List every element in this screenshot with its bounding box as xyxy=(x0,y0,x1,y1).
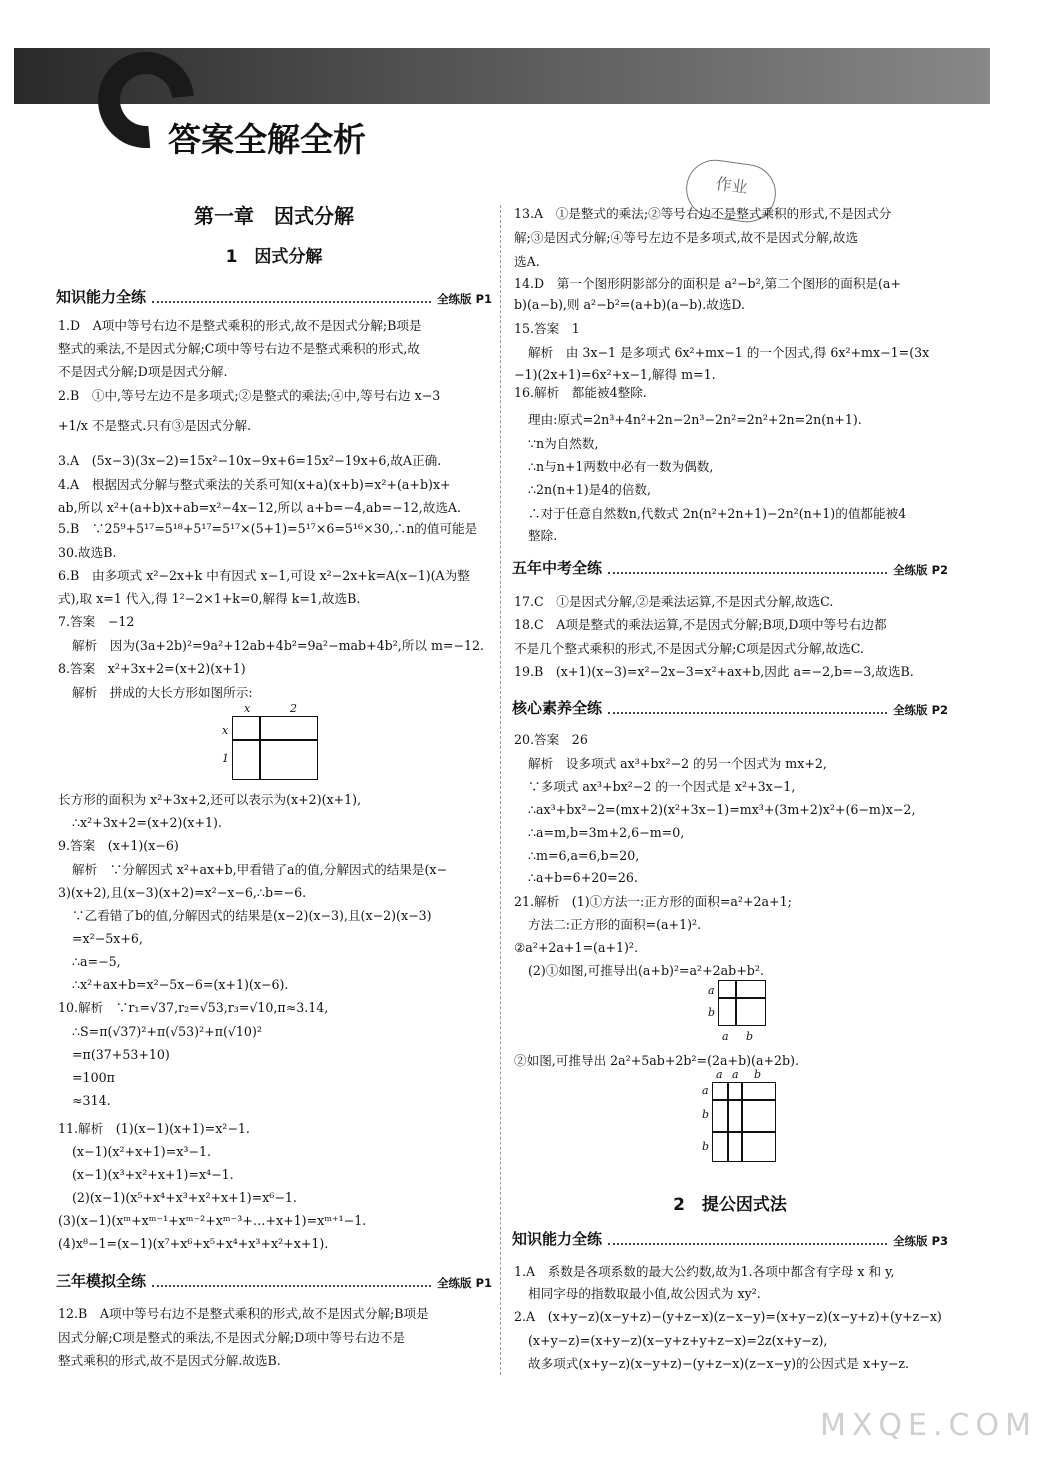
figure-label: 1 xyxy=(222,752,229,765)
figure-label: a xyxy=(732,1068,739,1081)
figure-label: b xyxy=(702,1140,710,1153)
chapter-title: 第一章 因式分解 xyxy=(194,204,354,228)
figure-label: a xyxy=(702,1084,709,1097)
answer-line: 故多项式(x+y−z)(x−y+z)−(y+z−x)(z−x−y)的公因式是 x+y−z. xyxy=(528,1356,909,1371)
answer-line: b)(a−b),则 a²−b²=(a+b)(a−b).故选D. xyxy=(514,297,746,312)
answer-line: 式),取 x=1 代入,得 1²−2×1+k=0,解得 k=1,故选B. xyxy=(58,591,361,606)
answer-line: 15.答案 1 xyxy=(514,321,580,336)
answer-line: −1)(2x+1)=6x²+x−1,解得 m=1. xyxy=(514,367,716,382)
answer-line: 解;③是因式分解;④等号左边不是多项式,故不是因式分解,故选 xyxy=(514,230,858,245)
figure-label: a xyxy=(716,1068,723,1081)
watermark: MXQE.COM xyxy=(820,1408,1037,1443)
figure-label: 2 xyxy=(290,702,297,715)
figure-label: b xyxy=(754,1068,762,1081)
homework-stamp: 作业 xyxy=(682,156,779,226)
figure-label: a xyxy=(708,984,715,997)
answer-line: ∴a+b=6+20=26. xyxy=(528,870,638,885)
section-header xyxy=(512,697,948,718)
figure-label: x xyxy=(222,724,229,737)
answer-line: 9.答案 (x+1)(x−6) xyxy=(58,838,179,853)
answer-line: 7.答案 −12 xyxy=(58,614,135,629)
answer-line: 不是几个整式乘积的形式,不是因式分解;C项是因式分解,故选C. xyxy=(514,641,864,656)
answer-line: 解析 ∵分解因式 x²+ax+b,甲看错了a的值,分解因式的结果是(x− xyxy=(72,862,448,877)
answer-line: 相同字母的指数取最小值,故公因式为 xy². xyxy=(528,1286,761,1301)
answer-line: 整式的乘法,不是因式分解;C项中等号右边不是整式乘积的形式,故 xyxy=(58,341,420,356)
answer-line: =x²−5x+6, xyxy=(72,931,143,946)
section-name: 核心素养全练 xyxy=(512,699,603,717)
answer-line: 11.解析 (1)(x−1)(x+1)=x²−1. xyxy=(58,1121,250,1136)
answer-line: ∴a=m,b=3m+2,6−m=0, xyxy=(528,825,685,840)
answer-line: 因式分解;C项是整式的乘法,不是因式分解;D项中等号右边不是 xyxy=(58,1330,406,1345)
answer-line: (x−1)(x³+x²+x+1)=x⁴−1. xyxy=(72,1167,234,1182)
lesson-title-2: 2 提公因式法 xyxy=(673,1195,787,1215)
lesson-title-1: 1 因式分解 xyxy=(225,247,323,267)
answer-line: (x+y−z)=(x+y−z)(x−y+z+y+z−x)=2z(x+y−z), xyxy=(528,1333,828,1348)
answer-line: ∴2n(n+1)是4的倍数, xyxy=(528,482,652,497)
answer-line: 30.故选B. xyxy=(58,545,117,560)
answer-line: 8.答案 x²+3x+2=(x+2)(x+1) xyxy=(58,661,246,676)
rectangle-figure-q8 xyxy=(232,716,318,780)
section-name: 五年中考全练 xyxy=(512,559,603,577)
answer-line: 2.A (x+y−z)(x−y+z)−(y+z−x)(z−x−y)=(x+y−z)(x−y+z)+(y+z−x) xyxy=(514,1309,942,1324)
answer-line: ∵n为自然数, xyxy=(528,436,599,451)
answer-line: 5.B ∵25⁹+5¹⁷=5¹⁸+5¹⁷=5¹⁷×(5+1)=5¹⁷×6=5¹⁶×30,∴n的值可能是 xyxy=(58,521,478,536)
answer-line: (2)(x−1)(x⁵+x⁴+x³+x²+x+1)=x⁶−1. xyxy=(72,1190,297,1205)
section-page: 全练版 P2 xyxy=(893,563,948,577)
answer-line: =π(37+53+10) xyxy=(72,1047,170,1062)
answer-line: ∵多项式 ax³+bx²−2 的一个因式是 x²+3x−1, xyxy=(528,779,796,794)
figure-label: b xyxy=(702,1108,710,1121)
answer-line: 整式乘积的形式,故不是因式分解.故选B. xyxy=(58,1353,281,1368)
answer-line: =100π xyxy=(72,1070,115,1085)
section-page: 全练版 P1 xyxy=(437,292,492,306)
answer-line: (3)(x−1)(xᵐ+xᵐ⁻¹+xᵐ⁻²+xᵐ⁻³+…+x+1)=xᵐ⁺¹−1. xyxy=(58,1213,367,1228)
answer-line: 解析 拼成的大长方形如图所示: xyxy=(72,685,253,700)
answer-line: 4.A 根据因式分解与整式乘法的关系可知(x+a)(x+b)=x²+(a+b)x+ xyxy=(58,477,451,492)
answer-line: ∴S=π(√37)²+π(√53)²+π(√10)² xyxy=(72,1024,262,1039)
answer-line: ∵乙看错了b的值,分解因式的结果是(x−2)(x−3),且(x−2)(x−3) xyxy=(72,908,432,923)
section-name: 知识能力全练 xyxy=(56,288,147,306)
answer-line: 2.B ①中,等号左边不是多项式;②是整式的乘法;④中,等号右边 x−3 xyxy=(58,388,441,403)
section-header xyxy=(56,1270,492,1291)
answer-line: 整除. xyxy=(528,528,558,543)
answer-line: (2)①如图,可推导出(a+b)²=a²+2ab+b². xyxy=(528,963,764,978)
answer-line: ∴n与n+1两数中必有一数为偶数, xyxy=(528,459,714,474)
section-header xyxy=(512,1228,948,1249)
answer-line: ②a²+2a+1=(a+1)². xyxy=(514,940,638,955)
page-title: 答案全解全析 xyxy=(168,120,366,159)
answer-line: ②如图,可推导出 2a²+5ab+2b²=(2a+b)(a+2b). xyxy=(514,1053,800,1068)
answer-line: 理由:原式=2n³+4n²+2n−2n³−2n²=2n²+2n=2n(n+1). xyxy=(528,412,862,427)
answer-line: (x−1)(x²+x+1)=x³−1. xyxy=(72,1144,211,1159)
section-name: 三年模拟全练 xyxy=(56,1272,147,1290)
answer-line: 方法二:正方形的面积=(a+1)². xyxy=(528,917,702,932)
section-page: 全练版 P3 xyxy=(893,1234,948,1248)
answer-line: 20.答案 26 xyxy=(514,732,588,747)
answer-line: ∴a=−5, xyxy=(72,954,121,969)
answer-line: 14.D 第一个图形阴影部分的面积是 a²−b²,第二个图形的面积是(a+ xyxy=(514,276,901,291)
answer-line: 19.B (x+1)(x−3)=x²−2x−3=x²+ax+b,因此 a=−2,b=−3,故选B. xyxy=(514,664,914,679)
section-header xyxy=(512,557,948,578)
answer-line: 1.A 系数是各项系数的最大公约数,故为1.各项中都含有字母 x 和 y, xyxy=(514,1264,895,1279)
answer-line: 17.C ①是因式分解,②是乘法运算,不是因式分解,故选C. xyxy=(514,594,834,609)
answer-line: 解析 设多项式 ax³+bx²−2 的另一个因式为 mx+2, xyxy=(528,756,827,771)
answer-line: +1/x 不是整式.只有③是因式分解. xyxy=(58,418,252,433)
answer-line: ≈314. xyxy=(72,1093,111,1108)
answer-line: 12.B A项中等号右边不是整式乘积的形式,故不是因式分解;B项是 xyxy=(58,1306,429,1321)
answer-line: 10.解析 ∵r₁=√37,r₂=√53,r₃=√10,π≈3.14, xyxy=(58,1000,329,1015)
answer-line: 6.B 由多项式 x²−2x+k 中有因式 x−1,可设 x²−2x+k=A(x−1)(A为整 xyxy=(58,568,470,583)
answer-line: ∴对于任意自然数n,代数式 2n(n²+2n+1)−2n²(n+1)的值都能被4 xyxy=(528,506,907,521)
answer-line: ∴ax³+bx²−2=(mx+2)(x²+3x−1)=mx³+(3m+2)x²+(6−m)x−2, xyxy=(528,802,916,817)
answer-line: ab,所以 x²+(a+b)x+ab=x²−4x−12,所以 a+b=−4,ab=−12,故选A. xyxy=(58,500,462,515)
section-page: 全练版 P1 xyxy=(437,1276,492,1290)
answer-line: 解析 由 3x−1 是多项式 6x²+mx−1 的一个因式,得 6x²+mx−1=(3x xyxy=(528,345,930,360)
answer-line: 18.C A项是整式的乘法运算,不是因式分解;B项,D项中等号右边都 xyxy=(514,617,887,632)
figure-label: a xyxy=(722,1030,729,1043)
answer-line: 21.解析 (1)①方法一:正方形的面积=a²+2a+1; xyxy=(514,894,792,909)
answer-line: ∴x²+ax+b=x²−5x−6=(x+1)(x−6). xyxy=(72,977,289,992)
answer-line: 解析 因为(3a+2b)²=9a²+12ab+4b²=9a²−mab+4b²,所以 m=−12. xyxy=(72,638,485,653)
answer-line: (4)x⁸−1=(x−1)(x⁷+x⁶+x⁵+x⁴+x³+x²+x+1). xyxy=(58,1236,329,1251)
figure-label: x xyxy=(244,702,251,715)
answer-line: 13.A ①是整式的乘法;②等号右边不是整式乘积的形式,不是因式分 xyxy=(514,206,892,221)
answer-line: 3)(x+2),且(x−3)(x+2)=x²−x−6,∴b=−6. xyxy=(58,885,307,900)
answer-line: 16.解析 都能被4整除. xyxy=(514,385,647,400)
section-name: 知识能力全练 xyxy=(512,1230,603,1248)
section-header xyxy=(56,286,492,307)
figure-label: b xyxy=(746,1030,754,1043)
answer-line: ∴m=6,a=6,b=20, xyxy=(528,848,640,863)
section-page: 全练版 P2 xyxy=(893,703,948,717)
rectangle-figure-q21b xyxy=(712,1082,776,1162)
answer-line: 不是因式分解;D项是因式分解. xyxy=(58,364,228,379)
answer-line: 选A. xyxy=(514,254,540,269)
column-divider xyxy=(500,205,501,1375)
answer-line: 1.D A项中等号右边不是整式乘积的形式,故不是因式分解;B项是 xyxy=(58,318,422,333)
answer-line: 3.A (5x−3)(3x−2)=15x²−10x−9x+6=15x²−19x+6,故A正确. xyxy=(58,453,442,468)
square-figure-q21a xyxy=(718,980,766,1026)
figure-label: b xyxy=(708,1006,716,1019)
answer-line: ∴x²+3x+2=(x+2)(x+1). xyxy=(72,815,222,830)
answer-line: 长方形的面积为 x²+3x+2,还可以表示为(x+2)(x+1), xyxy=(58,792,362,807)
